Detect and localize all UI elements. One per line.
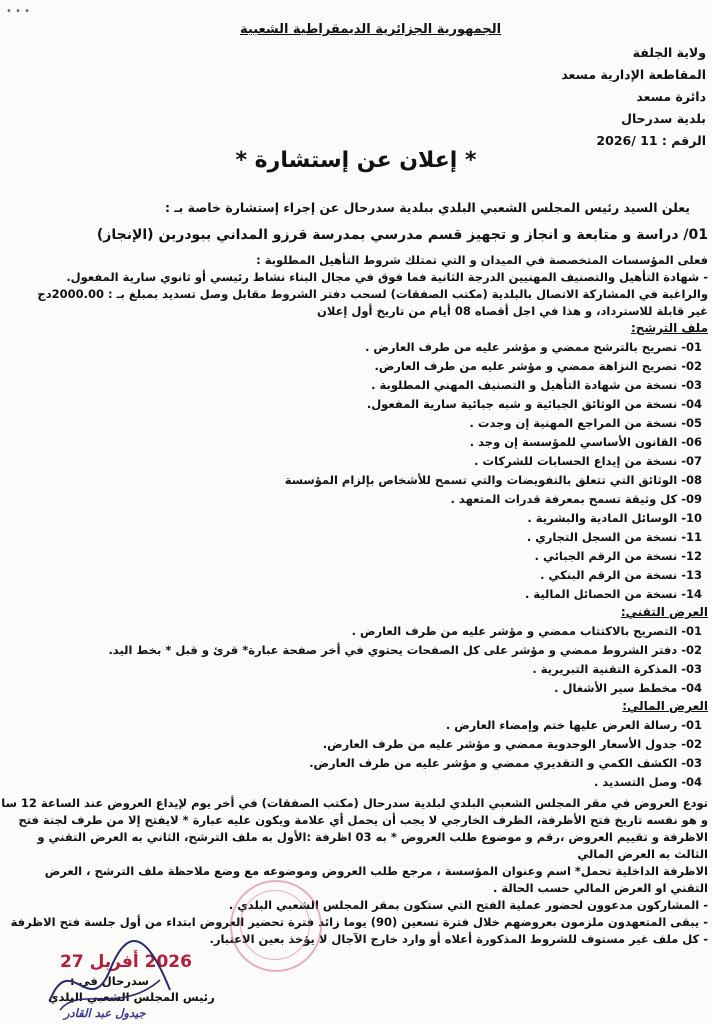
- intro-paragraph: يعلن السيد رئيس المجلس الشعبي البلدي ببلدية سدرحال عن إجراء إستشارة خاصة بـ :: [164, 200, 690, 215]
- eligibility-line: والراغبة في المشاركة الاتصال بالبلدية (مكتب الصفقات) لسحب دفتر الشروط مقابل وصل تسديد بمبلغ بـ : 2000.00دج: [37, 287, 708, 301]
- candidacy-item: 14- نسخة من الحصائل المالية .: [525, 587, 702, 601]
- header-commune: بلدية سدرحال: [621, 111, 706, 126]
- corner-marks: • • •: [6, 6, 31, 17]
- candidacy-item: 08- الوثائق التي تتعلق بالتفويضات والتي تسمح للأشخاص بإلزام المؤسسة: [284, 473, 702, 487]
- candidacy-item: 13- نسخة من الرقم البنكي .: [540, 568, 702, 582]
- submission-line: تودع العروض في مقر المجلس الشعبي البلدي لبلدية سدرحال (مكتب الصفقات) في أخر يوم لإيداع العروض عند الساعة 12 سا: [1, 796, 708, 810]
- technical-offer-item: 03- المذكرة التقنية التبريرية .: [532, 662, 702, 676]
- submission-line: الاظرفة الداخلية تحمل* اسم وعنوان المؤسسة ، مرجع طلب العروض وموضوعه مع وضع ملاحظة ملف الترشح ، العرض: [44, 864, 708, 878]
- submission-line: و هو نفسه تاريخ فتح الأظرفة، الظرف الخارجي لا يجب أن يحمل أي علامة ويكون عليه عبارة * لايفتح إلا من طرف لجنة فتح: [18, 813, 708, 827]
- eligibility-line: غير قابلة للاسترداد، و هذا في اجل أقصاه 08 أيام من تاريخ أول إعلان: [317, 304, 708, 318]
- candidacy-item: 11- نسخة من السجل التجاري .: [526, 530, 702, 544]
- eligibility-line: - شهادة التأهيل والتصنيف المهنيين الدرجة الثانية فما فوق في مجال البناء نشاط رئيسي أو ثانوي سارية المفعول.: [66, 270, 708, 284]
- financial-offer-item: 04- وصل التسديد .: [594, 775, 702, 789]
- signature-role: رئيس المجلس الشعبي البلدي: [48, 990, 215, 1004]
- official-seal: [230, 880, 322, 972]
- handwritten-signature: [40, 930, 180, 1020]
- candidacy-item: 04- نسخة من الوثائق الجبائية و شبه جبائية سارية المفعول.: [366, 397, 702, 411]
- header-reference-number: الرقم : 11 /2026: [596, 133, 706, 148]
- financial-offer-heading: العرض المالي:: [622, 699, 708, 713]
- eligibility-line: فعلى المؤسسات المتخصصة في الميدان و التي تمتلك شروط التأهيل المطلوبة :: [256, 253, 708, 267]
- project-subject: 01/ دراسة و متابعة و انجاز و تجهيز قسم مدرسي بمدرسة قرزو المداني ببودربن (الإنجاز): [96, 227, 708, 243]
- candidacy-item: 05- نسخة من المراجع المهنية إن وجدت .: [469, 416, 702, 430]
- submission-line: - يبقى المتعهدون ملزمون بعروضهم خلال فترة تسعين (90) يوما زائد فترة تحضير العروض ابتداء من أول جلسة فتح الاظرفة: [10, 915, 708, 929]
- submission-line: التقني او العرض المالي حسب الحالة .: [493, 881, 708, 895]
- candidacy-item: 01- تصريح بالترشح ممضي و مؤشر عليه من طرف العارض .: [365, 340, 702, 354]
- seal-inner-ring: [240, 890, 310, 960]
- technical-offer-item: 02- دفتر الشروط ممضي و مؤشر على كل الصفحات يحتوي في أخر صفحة عبارة* قرئ و قبل * بخط اليد.: [108, 643, 702, 657]
- submission-line: الاظرفة و تقييم العروض ،رقم و موضوع طلب العروض * به 03 اظرفة :الأول به ملف الترشح، الثاني به العرض التقني و: [37, 830, 708, 844]
- technical-offer-item: 01- التصريح بالاكتتاب ممضي و مؤشر عليه من طرف العارض .: [351, 624, 702, 638]
- candidacy-item: 12- نسخة من الرقم الجبائي .: [534, 549, 702, 563]
- header-district: المقاطعة الإدارية مسعد: [561, 67, 706, 82]
- signature-place: سدرحال في :: [70, 974, 149, 988]
- candidacy-item: 06- القانون الأساسي للمؤسسة إن وجد .: [469, 435, 702, 449]
- header-wilaya: ولاية الجلفة: [632, 45, 706, 60]
- submission-line: الثالث به العرض المالي: [577, 847, 708, 861]
- signatory-name: جيدول عبد القادر: [64, 1006, 146, 1020]
- candidacy-item: 03- نسخة من شهادة التأهيل و التصنيف المهني المطلوبة .: [371, 378, 702, 392]
- candidacy-item: 02- تصريح النزاهة ممضي و مؤشر عليه من طرف العارض.: [374, 359, 702, 373]
- candidacy-item: 10- الوسائل المادية والبشرية .: [527, 511, 702, 525]
- technical-offer-item: 04- مخطط سير الأشغال .: [554, 681, 702, 695]
- submission-line: - كل ملف غير مستوف للشروط المذكورة أعلاه أو وارد خارج الآجال لا يؤخذ بعين الاعتبار.: [209, 932, 708, 946]
- financial-offer-item: 01- رسالة العرض عليها ختم وإمضاء العارض .: [445, 718, 702, 732]
- financial-offer-item: 02- جدول الأسعار الوحدوية ممضي و مؤشر عليه من طرف العارض.: [322, 737, 702, 751]
- document-title: * إعلان عن إستشارة *: [235, 148, 477, 173]
- candidacy-item: 07- نسخة من إيداع الحسابات للشركات .: [474, 454, 702, 468]
- candidacy-file-heading: ملف الترشح:: [630, 321, 708, 335]
- candidacy-item: 09- كل وثيقة تسمح بمعرفة قدرات المتعهد .: [450, 492, 702, 506]
- header-daira: دائرة مسعد: [636, 89, 706, 104]
- date-stamp: 2026 أفريل 27: [60, 952, 192, 972]
- technical-offer-heading: العرض التقني:: [620, 605, 708, 619]
- financial-offer-item: 03- الكشف الكمي و التقديري ممضي و مؤشر عليه من طرف العارض.: [309, 756, 702, 770]
- republic-heading: الجمهورية الجزائرية الديمقراطية الشعبية: [240, 22, 502, 37]
- submission-line: - المشاركون مدعوون لحضور عملية الفتح التي ستكون بمقر المجلس الشعبي البلدي .: [228, 898, 708, 912]
